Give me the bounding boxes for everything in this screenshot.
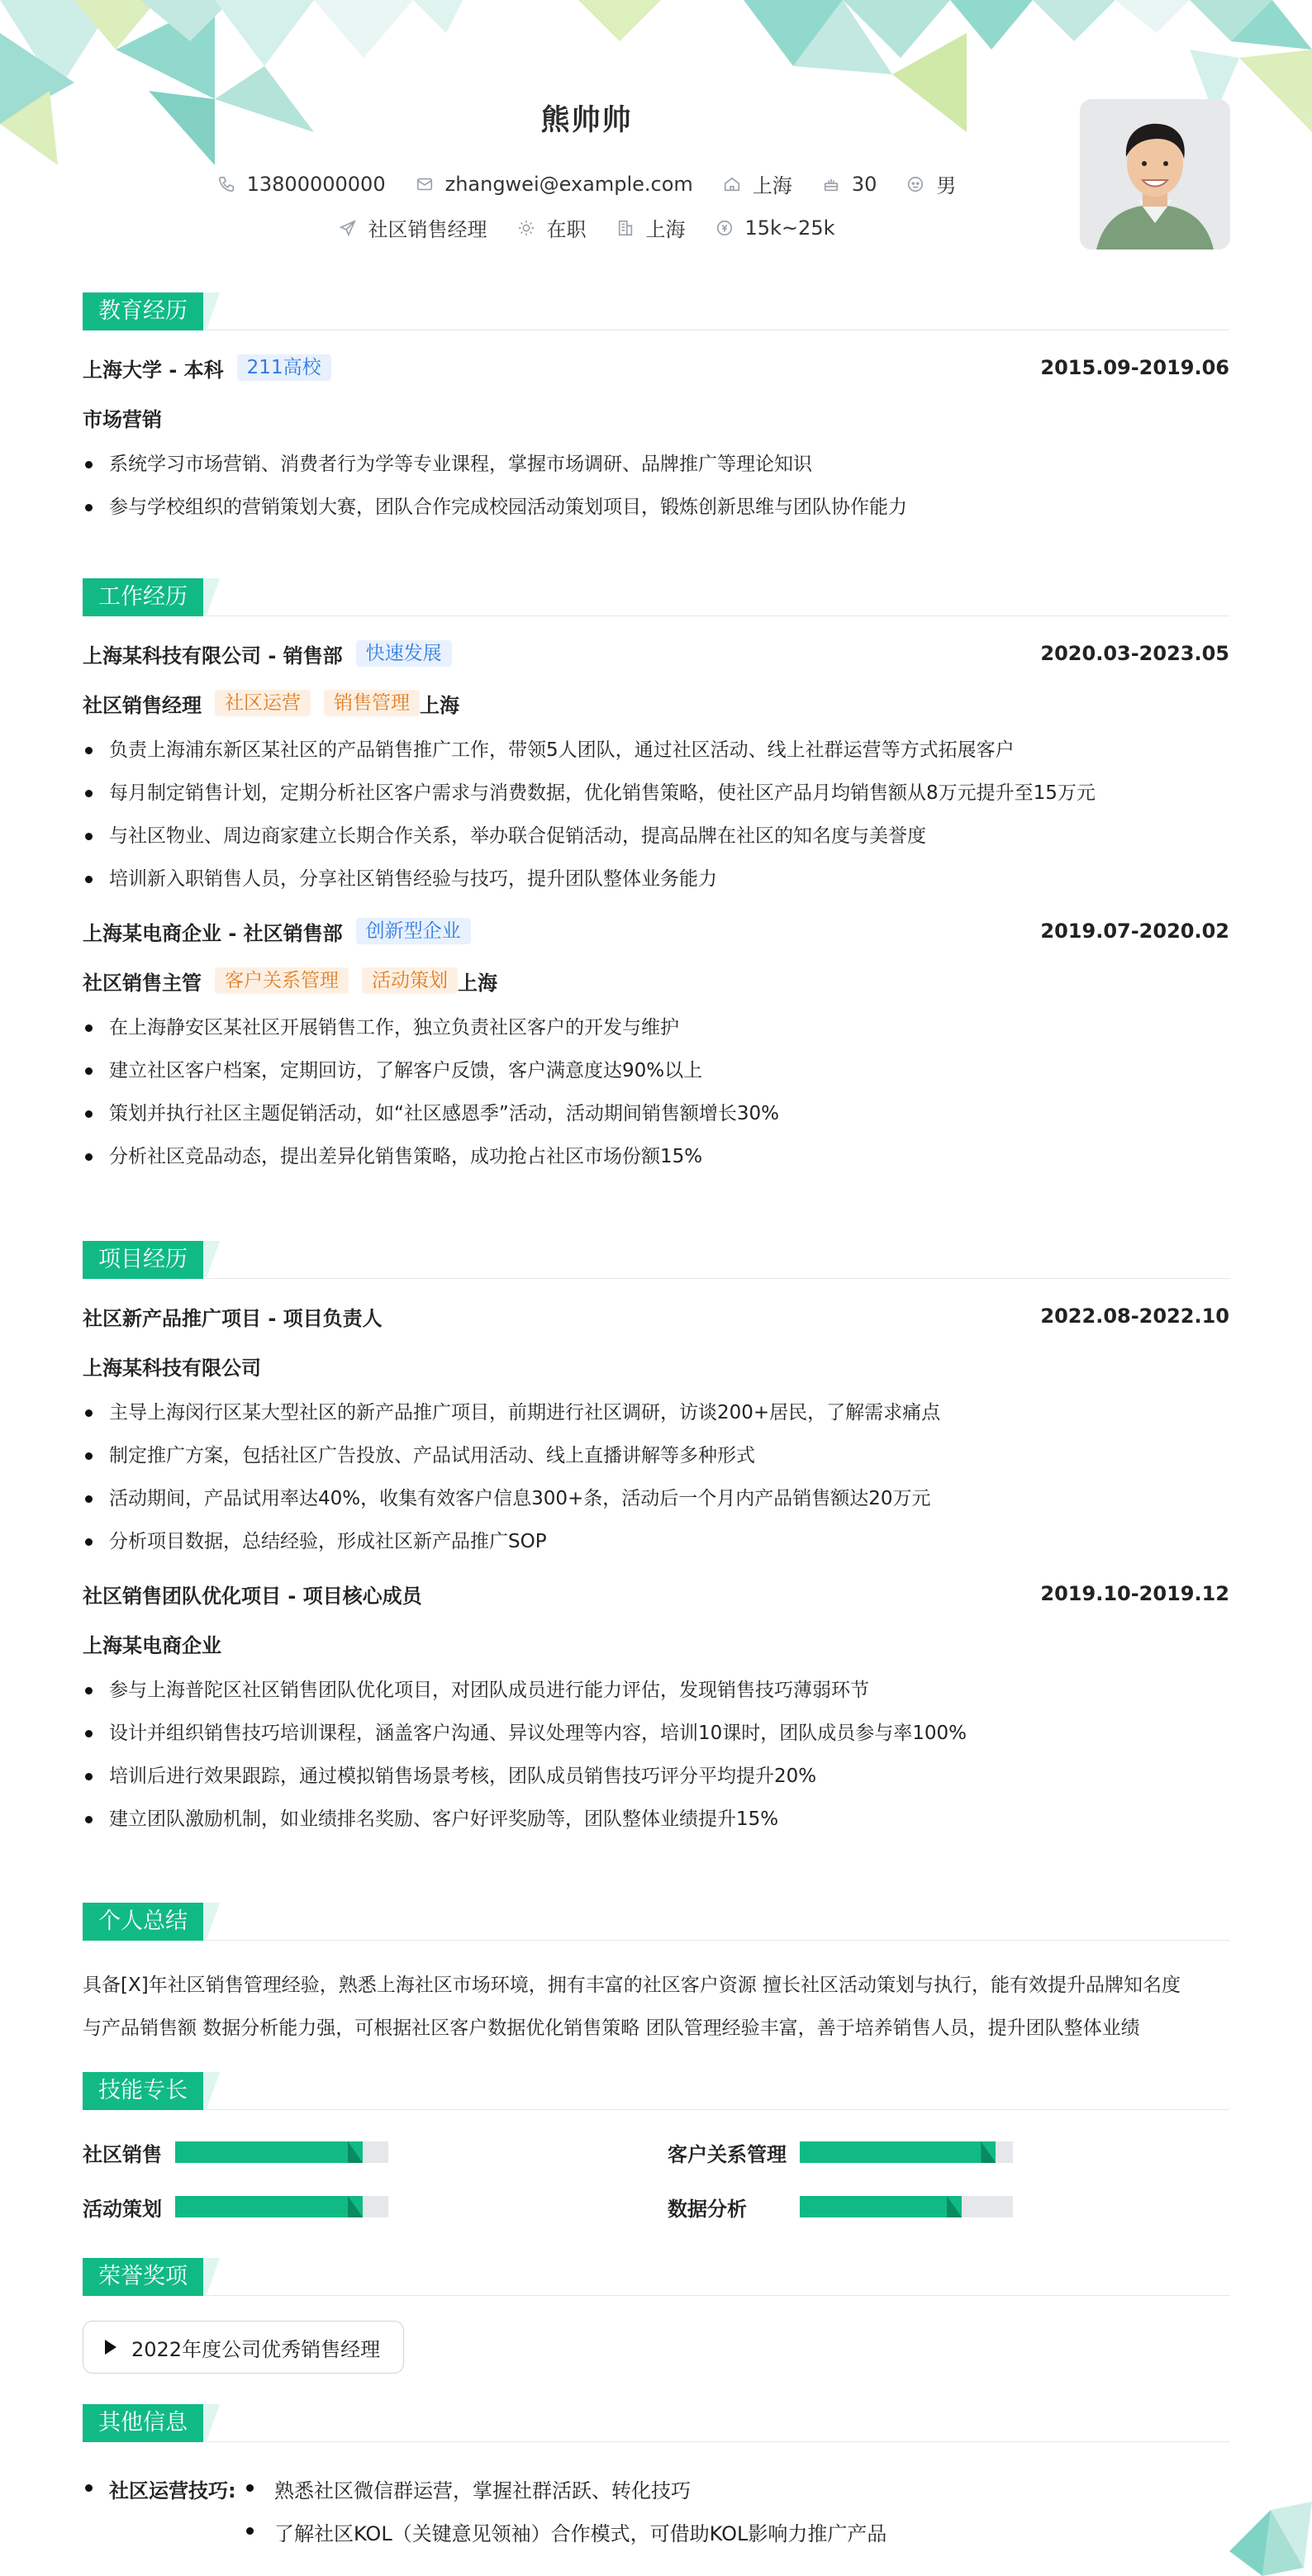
section-title: 个人总结 <box>83 1903 203 1941</box>
skill-item <box>83 2193 668 2221</box>
list-item: 参与上海普陀区社区销售团队优化项目，对团队成员进行能力评估，发现销售技巧薄弱环节 <box>83 1669 1229 1712</box>
project-row <box>83 1580 1229 1608</box>
education-row <box>83 354 1229 382</box>
project-date: 2019.10-2019.12 <box>1040 1582 1229 1605</box>
face-icon <box>906 175 925 193</box>
age-info <box>822 173 877 196</box>
company-name: 上海某科技有限公司 - 销售部 <box>83 644 343 668</box>
list-item: 培训后进行效果跟踪，通过模拟销售场景考核，团队成员销售技巧评分平均提升20% <box>83 1755 1229 1798</box>
list-item: 参与学校组织的营销策划大赛，团队合作完成校园活动策划项目，锻炼创新思维与团队协作能力 <box>83 486 1229 529</box>
other-item: 熟悉社区微信群运营，掌握社群活跃、转化技巧 <box>274 2479 691 2502</box>
other-item: 了解社区KOL（关键意见领袖）合作模式，可借助KOL影响力推广产品 <box>274 2521 887 2545</box>
summary-text <box>83 1964 1229 2050</box>
coin-icon <box>715 219 734 237</box>
major: 市场营销 <box>83 407 162 431</box>
phone-icon <box>217 175 235 193</box>
job-intent-row <box>0 213 1173 242</box>
skill-bar <box>800 2196 1013 2217</box>
gender-info <box>906 169 956 198</box>
section-header <box>83 2072 1229 2110</box>
salary-text: 15k~25k <box>744 216 835 240</box>
job-role-row <box>83 689 1229 717</box>
hometown-text: 上海 <box>752 174 792 197</box>
corner-decoration <box>1213 2485 1312 2576</box>
job-location: 上海 <box>420 693 459 717</box>
age-text: 30 <box>851 172 877 196</box>
list-item: 分析社区竞品动态，提出差异化销售策略，成功抢占社区市场份额15% <box>83 1135 1229 1178</box>
email-text: zhangwei@example.com <box>444 172 693 196</box>
job-tag: 活动策划 <box>362 967 458 994</box>
skills-section <box>83 2072 1229 2221</box>
project-bullets <box>83 1669 1229 1841</box>
city-info <box>616 213 686 242</box>
awards-section <box>83 2258 1229 2374</box>
summary-line: 具备[X]年社区销售管理经验，熟悉上海社区市场环境，拥有丰富的社区客户资源 擅长社区活动策划与执行，能有效提升品牌知名度 <box>83 1975 1181 1996</box>
skill-name: 客户关系管理 <box>668 2142 787 2166</box>
school-name: 上海大学 - 本科 <box>83 358 224 382</box>
gender-text: 男 <box>936 174 957 197</box>
job-tag: 社区运营 <box>215 690 311 716</box>
list-item: 制定推广方案，包括社区广告投放、产品试用活动、线上直播讲解等多种形式 <box>83 1434 1229 1477</box>
school-badge: 211高校 <box>237 354 331 381</box>
education-bullets <box>83 443 1229 529</box>
job-location: 上海 <box>458 971 497 995</box>
skill-bar <box>800 2141 1013 2163</box>
job-target-text: 社区销售经理 <box>368 218 487 241</box>
job-bullets <box>83 729 1229 901</box>
avatar <box>1080 99 1230 250</box>
section-header <box>83 2404 1229 2442</box>
job-date: 2019.07-2020.02 <box>1040 920 1229 943</box>
company-badge: 快速发展 <box>356 640 452 667</box>
skill-name: 活动策划 <box>83 2197 162 2221</box>
section-header <box>83 2258 1229 2296</box>
list-item <box>83 2510 1229 2553</box>
send-icon <box>339 219 357 237</box>
list-item: 设计并组织销售技巧培训课程，涵盖客户沟通、异议处理等内容，培训10课时，团队成员参与率100% <box>83 1712 1229 1755</box>
skill-name: 社区销售 <box>83 2142 162 2166</box>
skill-name: 数据分析 <box>668 2197 747 2221</box>
education-section <box>83 292 1229 529</box>
city-text: 上海 <box>645 218 686 241</box>
project-bullets <box>83 1391 1229 1563</box>
hometown-info <box>723 169 792 198</box>
cake-icon <box>822 175 840 193</box>
list-item: 主导上海闵行区某大型社区的新产品推广项目，前期进行社区调研，访谈200+居民，了解需求痛点 <box>83 1391 1229 1434</box>
building-icon <box>616 219 635 237</box>
job-role-row <box>83 967 1229 995</box>
award-item[interactable] <box>83 2321 404 2374</box>
list-item: 负责上海浦东新区某社区的产品销售推广工作，带领5人团队，通过社区活动、线上社群运营等方式拓展客户 <box>83 729 1229 772</box>
section-title: 项目经历 <box>83 1241 203 1279</box>
section-header <box>83 578 1229 616</box>
other-info <box>83 2467 1229 2553</box>
bullet-dot <box>246 2527 254 2535</box>
mail-icon <box>416 175 434 193</box>
company-badge: 创新型企业 <box>356 918 471 944</box>
job-row <box>83 917 1229 945</box>
list-item: 培训新入职销售人员，分享社区销售经验与技巧，提升团队整体业务能力 <box>83 858 1229 901</box>
candidate-name: 熊帅帅 <box>540 104 633 137</box>
list-item <box>83 2467 1229 2510</box>
contact-row <box>0 169 1173 198</box>
job-row <box>83 639 1229 668</box>
email-info <box>416 173 693 196</box>
project-company: 上海某电商企业 <box>83 1633 221 1657</box>
skill-item <box>668 2138 1229 2166</box>
list-item: 系统学习市场营销、消费者行为学等专业课程，掌握市场调研、品牌推广等理论知识 <box>83 443 1229 486</box>
bullet-dot <box>85 2484 93 2492</box>
list-item: 策划并执行社区主题促销活动，如“社区感恩季”活动，活动期间销售额增长30% <box>83 1092 1229 1135</box>
job-tag: 销售管理 <box>324 690 420 716</box>
other-section <box>83 2404 1229 2553</box>
section-title: 其他信息 <box>83 2404 203 2442</box>
status-icon <box>517 219 535 237</box>
status-text: 在职 <box>546 218 587 241</box>
phone-info <box>217 173 386 196</box>
section-title: 工作经历 <box>83 578 203 616</box>
job-tag: 客户关系管理 <box>215 967 349 994</box>
list-item: 每月制定销售计划，定期分析社区客户需求与消费数据，优化销售策略，使社区产品月均销售额从8万元提升至15万元 <box>83 772 1229 815</box>
section-header <box>83 1241 1229 1279</box>
section-header <box>83 292 1229 330</box>
skill-bar <box>175 2196 388 2217</box>
job-bullets <box>83 1006 1229 1178</box>
status-info <box>517 213 587 242</box>
list-item: 建立社区客户档案，定期回访，了解客户反馈，客户满意度达90%以上 <box>83 1049 1229 1092</box>
section-title: 技能专长 <box>83 2072 203 2110</box>
list-item: 活动期间，产品试用率达40%，收集有效客户信息300+条，活动后一个月内产品销售额达20万元 <box>83 1477 1229 1520</box>
award-text: 2022年度公司优秀销售经理 <box>131 2337 381 2361</box>
project-name: 社区销售团队优化项目 - 项目核心成员 <box>83 1584 422 1608</box>
education-date: 2015.09-2019.06 <box>1040 356 1229 379</box>
salary-info <box>715 216 835 240</box>
home-icon <box>723 175 741 193</box>
section-title: 荣誉奖项 <box>83 2258 203 2296</box>
list-item: 在上海静安区某社区开展销售工作，独立负责社区客户的开发与维护 <box>83 1006 1229 1049</box>
section-title: 教育经历 <box>83 292 203 330</box>
other-label: 社区运营技巧: <box>109 2479 236 2502</box>
list-item: 分析项目数据，总结经验，形成社区新产品推广SOP <box>83 1520 1229 1563</box>
job-role: 社区销售经理 <box>83 693 202 717</box>
summary-line: 与产品销售额 数据分析能力强，可根据社区客户数据优化销售策略 团队管理经验丰富，善于培养销售人员，提升团队整体业绩 <box>83 2018 1140 2039</box>
bullet-dot <box>246 2484 254 2492</box>
summary-section <box>83 1903 1229 2050</box>
job-target-info <box>339 213 487 242</box>
play-icon <box>105 2340 116 2355</box>
projects-section <box>83 1241 1229 1841</box>
project-company: 上海某科技有限公司 <box>83 1356 261 1380</box>
job-role: 社区销售主管 <box>83 971 202 995</box>
skill-item <box>668 2193 1229 2221</box>
company-name: 上海某电商企业 - 社区销售部 <box>83 921 343 945</box>
skills-grid <box>83 2138 1229 2221</box>
skill-item <box>83 2138 668 2166</box>
list-item: 与社区物业、周边商家建立长期合作关系，举办联合促销活动，提高品牌在社区的知名度与美誉度 <box>83 815 1229 858</box>
list-item: 建立团队激励机制，如业绩排名奖励、客户好评奖励等，团队整体业绩提升15% <box>83 1798 1229 1841</box>
job-date: 2020.03-2023.05 <box>1040 642 1229 665</box>
project-row <box>83 1302 1229 1330</box>
work-section <box>83 578 1229 1178</box>
phone-text: 13800000000 <box>246 172 386 196</box>
project-date: 2022.08-2022.10 <box>1040 1305 1229 1328</box>
section-header <box>83 1903 1229 1941</box>
skill-bar <box>175 2141 388 2163</box>
project-name: 社区新产品推广项目 - 项目负责人 <box>83 1306 383 1330</box>
